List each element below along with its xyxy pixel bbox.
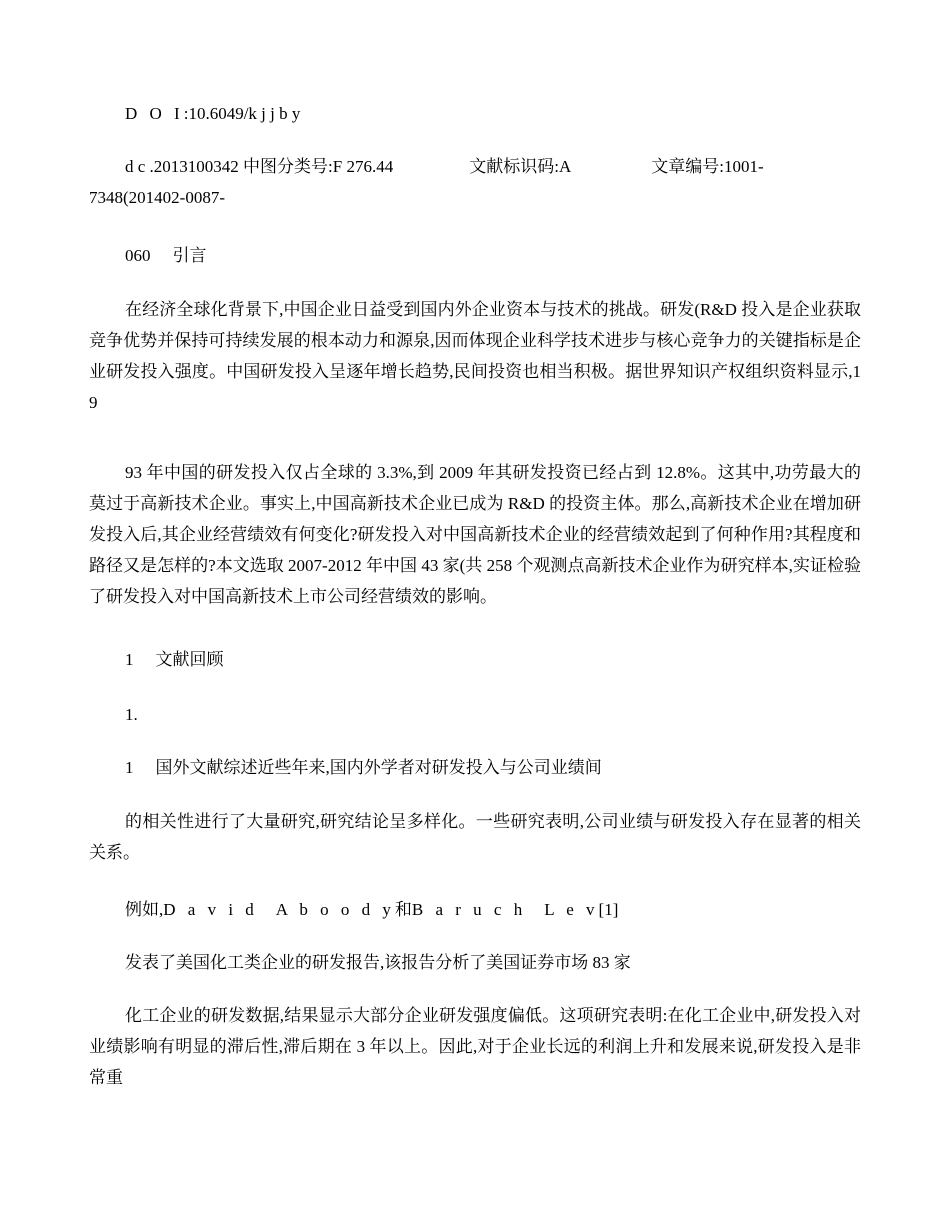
author2-last-name: L e v [544, 900, 599, 919]
subsection-number-line: 1. [125, 705, 138, 724]
intro-heading [89, 240, 861, 271]
doi-label: D O I [125, 104, 184, 123]
subsection-number: 1 [125, 758, 134, 777]
subsection-text: 国外文献综述近些年来,国内外学者对研发投入与公司业绩间 [155, 758, 602, 777]
author1-first-name: D a v i d [163, 900, 258, 919]
article-number-part1: 文章编号:1001- [651, 157, 764, 176]
article-number-part2: 7348(201402-0087- [89, 188, 225, 207]
author2-first-name: B a r u c h [411, 900, 527, 919]
paragraph-6: 化工企业的研发数据,结果显示大部分企业研发强度偏低。这项研究表明:在化工企业中,研发投入对业绩影响有明显的滞后性,滞后期在 3 年以上。因此,对于企业长远的利润上升和发展来说,研发投入是非常重 [89, 1006, 861, 1087]
doi-value: :10.6049/k j j b y [183, 104, 301, 123]
paragraph-1: 在经济全球化背景下,中国企业日益受到国内外企业资本与技术的挑战。研发(R&D 投入是企业获取竞争优势并保持可持续发展的根本动力和源泉,因而体现企业科学技术进步与核心竞争力的关键指标是企业研发投入强度。中国研发投入呈逐年增长趋势,民间投资也相当积极。据世界知识产权组织资料显示,19 [89, 300, 861, 412]
dc-classification: d c .2013100342 中图分类号:F 276.44 [125, 157, 394, 176]
intro-title: 引言 [172, 246, 207, 265]
subsection-heading [89, 752, 861, 783]
paragraph-3: 的相关性进行了大量研究,研究结论呈多样化。一些研究表明,公司业绩与研发投入存在显著的相关关系。 [89, 812, 861, 862]
author-and: 和 [394, 900, 412, 919]
classification-line [89, 151, 861, 213]
document-code: 文献标识码:A [469, 157, 572, 176]
doi-line [89, 98, 861, 129]
paragraph-5: 发表了美国化工类企业的研发报告,该报告分析了美国证券市场 83 家 [125, 953, 631, 972]
section-title: 文献回顾 [155, 650, 224, 669]
example-prefix: 例如, [125, 900, 164, 919]
paragraph-2: 93 年中国的研发投入仅占全球的 3.3%,到 2009 年其研发投资已经占到 12.8%。这其中,功劳最大的莫过于高新技术企业。事实上,中国高新技术企业已成为 R&D 的投资主体。那么,高新技术企业在增加研发投入后,其企业经营绩效有何变化?研发投入对中国高新技术企业的经营绩效起到了何种作用?其程度和路径又是怎样的?本文选取 2007-2012 年中国 43 家(共 258 个观测点高新技术企业作为研究样本,实证检验了研发投入对中国高新技术上市公司经营绩效的影响。 [89, 463, 861, 606]
author-citation-line [89, 894, 861, 925]
section-heading [89, 644, 861, 675]
author1-last-name: A b o o d y [275, 900, 395, 919]
citation-ref: [1] [598, 900, 619, 919]
intro-number: 060 [125, 246, 151, 265]
section-number: 1 [125, 650, 134, 669]
